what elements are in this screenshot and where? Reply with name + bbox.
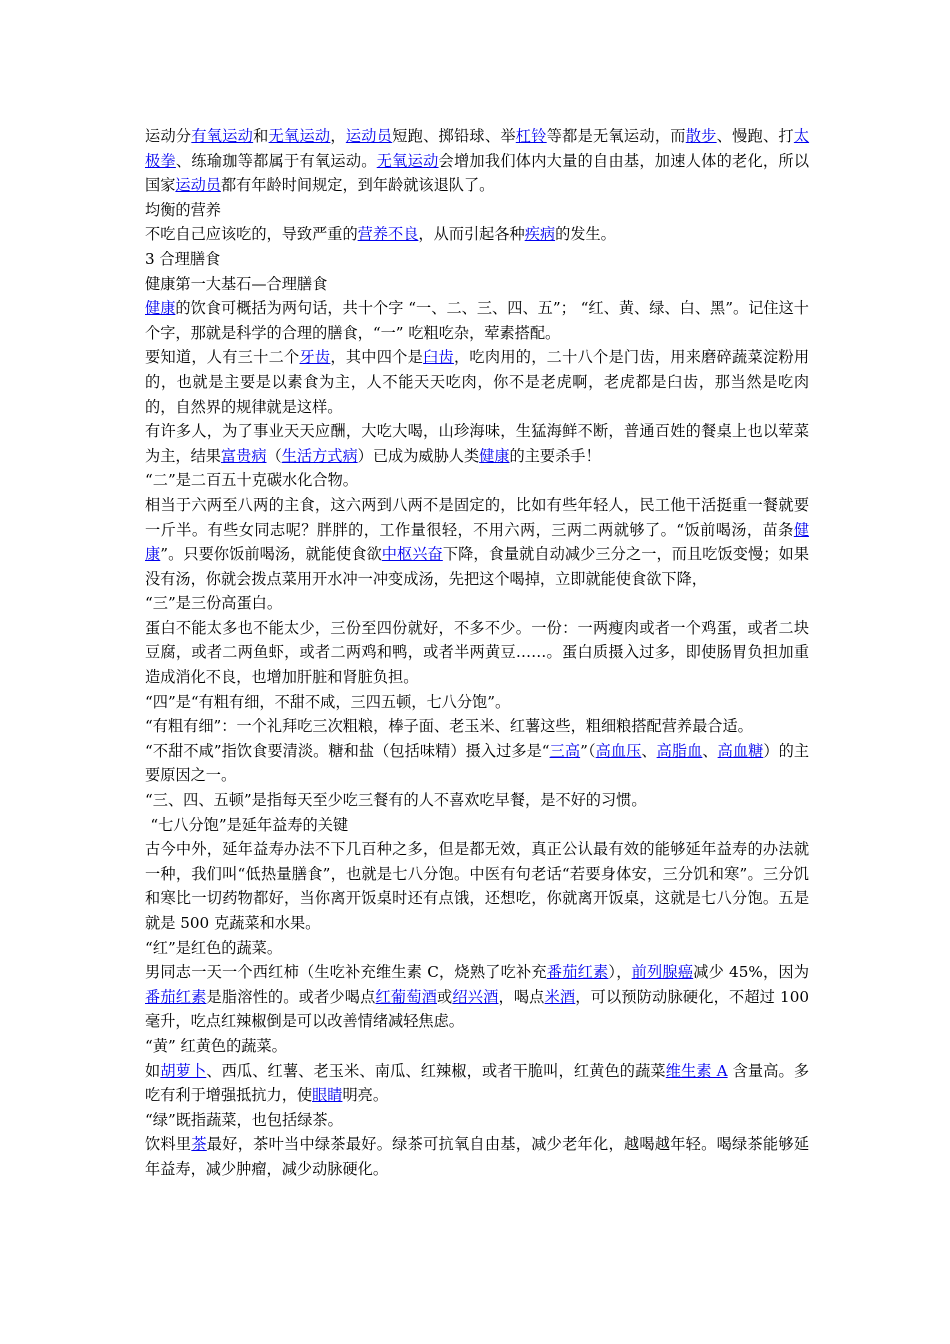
text-run: ”（ (580, 741, 596, 760)
hyperlink[interactable]: 高血压 (595, 741, 642, 760)
text-run: 如 (145, 1061, 161, 1080)
hyperlink[interactable]: 无氧运动 (268, 127, 331, 145)
paragraph (145, 960, 809, 1034)
text-run: “三”是三份高蛋白。 (145, 594, 283, 613)
text-run: （ (266, 446, 282, 465)
paragraph (145, 813, 809, 838)
text-run: 、 (641, 741, 657, 760)
text-run: 、 (702, 741, 718, 760)
text-run: 等都是无氧运动，而 (546, 127, 686, 145)
text-run: 下降，食量就自动减少三分之一，而且吃饭变慢；如果没有汤，你就会拨点菜用开水冲一冲变成汤，先把这个喝掉，立即就能使食欲下降， (145, 545, 810, 588)
hyperlink[interactable]: 健康 (479, 446, 510, 465)
paragraph (145, 837, 809, 935)
text-run: 、练瑜珈等都属于有氧运动。 (175, 151, 377, 170)
text-run: ）， (608, 963, 632, 982)
paragraph (145, 1132, 809, 1181)
paragraph (145, 493, 809, 591)
paragraph (145, 936, 809, 961)
text-run: ”。只要你饭前喝汤，就能使食欲 (160, 545, 382, 564)
text-run: 的发生。 (555, 225, 616, 244)
paragraph (145, 468, 809, 493)
text-run: 有许多人，为了事业天天应酬，大吃大喝，山珍海味，生猛海鲜不断，普通百姓的餐桌上也以荤菜为主，结果 (145, 422, 809, 465)
text-run: 是脂溶性的。或者少喝点 (206, 987, 376, 1006)
paragraph (145, 345, 809, 419)
paragraph (145, 788, 809, 813)
text-run: 蛋白不能太多也不能太少，三份至四份就好，不多不少。一份：一两瘦肉或者一个鸡蛋，或者二块豆腐，或者二两鱼虾，或者二两鸡和鸭，或者半两黄豆……。蛋白质摄入过多，即使肠胃负担加重造成消化不良，也增加肝脏和肾脏负担。 (145, 618, 809, 687)
text-run: 要知道，人有三十二个 (145, 348, 300, 367)
paragraph (145, 591, 809, 616)
text-run: 短跑、掷铅球、举 (392, 127, 516, 145)
text-run: 和 (253, 127, 269, 145)
hyperlink[interactable]: 眼睛 (312, 1086, 343, 1105)
text-run: ，吃肉用的，二十八个是门齿，用来磨碎蔬菜淀粉用的，也就是主要是以素食为主，人不能天天吃肉，你不是老虎啊，老虎都是臼齿，那当然是吃肉的，自然界的规律就是这样。 (145, 348, 810, 416)
paragraph (145, 714, 809, 739)
text-run: 3 合理膳食 (145, 249, 221, 268)
hyperlink[interactable]: 红葡萄酒 (375, 987, 437, 1006)
hyperlink[interactable]: 牙齿 (299, 348, 331, 367)
hyperlink[interactable]: 健康 (145, 520, 809, 564)
hyperlink[interactable]: 运动员 (345, 127, 393, 145)
hyperlink[interactable]: 富贵病 (220, 446, 267, 465)
text-run: “红”是红色的蔬菜。 (145, 938, 283, 957)
text-run: “不甜不咸”指饮食要清淡。糖和盐（包括味精）摄入过多是“ (145, 741, 550, 760)
text-run: ）已成为威胁人类 (357, 446, 480, 465)
text-run: 相当于六两至八两的主食，这六两到八两不是固定的，比如有些年轻人，民工他干活挺重一餐就要一斤半。有些女同志呢？胖胖的，工作量很轻，不用六两，三两二两就够了。“饭前喝汤，苗条 (145, 495, 809, 539)
hyperlink[interactable]: 番茄红素 (145, 987, 207, 1006)
hyperlink[interactable]: 绍兴酒 (452, 987, 499, 1006)
text-run: 不吃自己应该吃的，导致严重的 (145, 225, 358, 244)
text-run: 健康第一大基石—合理膳食 (145, 274, 328, 293)
hyperlink[interactable]: 杠铃 (515, 127, 547, 145)
text-run: 均衡的营养 (145, 200, 221, 219)
hyperlink[interactable]: 营养不良 (357, 225, 419, 244)
paragraph (145, 739, 809, 788)
hyperlink[interactable]: 茶 (191, 1135, 207, 1154)
hyperlink[interactable]: 臼齿 (423, 348, 454, 367)
hyperlink[interactable]: 三高 (549, 741, 581, 760)
text-run: “黄” 红黄色的蔬菜。 (145, 1036, 287, 1055)
text-run: 运动分 (145, 127, 192, 145)
hyperlink[interactable]: 散步 (685, 127, 717, 145)
text-run: 会增加我们体内大量的自由基，加速人体的老化，所以国家 (145, 151, 810, 195)
text-run: “二”是二百五十克碳水化合物。 (145, 471, 358, 490)
paragraph (145, 198, 809, 223)
hyperlink[interactable]: 无氧运动 (376, 151, 439, 170)
paragraph (145, 222, 809, 247)
text-run: 的饮食可概括为两句话，共十个字 “一、二、三、四、五”； “红、黄、绿、白、黑”。记住这十个字，那就是科学的合理的膳食，“一” 吃粗吃杂，荤素搭配。 (145, 299, 809, 342)
text-run: 的主要杀手！ (509, 446, 601, 465)
document-body (145, 124, 809, 1182)
hyperlink[interactable]: 前列腺癌 (631, 963, 694, 982)
text-run: ， (330, 127, 346, 145)
text-run: “七八分饱”是延年益寿的关键 (150, 815, 349, 834)
paragraph (145, 272, 809, 297)
text-run: 饮料里 (145, 1135, 192, 1154)
paragraph (145, 124, 809, 198)
paragraph (145, 296, 809, 345)
paragraph (145, 690, 809, 715)
hyperlink[interactable]: 疾病 (524, 225, 556, 244)
paragraph (145, 247, 809, 272)
paragraph (145, 1108, 809, 1133)
text-run: 最好，茶叶当中绿茶最好。绿茶可抗氧自由基，减少老年化，越喝越年轻。喝绿茶能够延年益寿，减少肿瘤，减少动脉硬化。 (145, 1135, 810, 1178)
text-run: 明亮。 (342, 1086, 388, 1105)
paragraph (145, 419, 809, 468)
hyperlink[interactable]: 胡萝卜 (160, 1061, 207, 1080)
paragraph (145, 1059, 809, 1108)
text-run: ，从而引起各种 (418, 225, 525, 244)
text-run: 古今中外，延年益寿办法不下几百种之多，但是都无效，真正公认最有效的能够延年益寿的办法就一种，我们叫“低热量膳食”，也就是七八分饱。中医有句老话“若要身体安，三分饥和寒”。三分饥和寒比一切药物都好，当你离开饭桌时还有点饿，还想吃，你就离开饭桌，这就是七八分饱。五是就是 500 克蔬菜和水果。 (145, 840, 809, 932)
hyperlink[interactable]: 中枢兴奋 (381, 545, 443, 564)
hyperlink[interactable]: 健康 (145, 299, 176, 318)
text-run: 、西瓜、红薯、老玉米、南瓜、红辣椒，或者干脆叫，红黄色的蔬菜 (206, 1061, 666, 1080)
paragraph (145, 1034, 809, 1059)
hyperlink[interactable]: 米酒 (544, 987, 576, 1006)
hyperlink[interactable]: 高血糖 (717, 741, 764, 760)
text-run: “绿”既指蔬菜，也包括绿茶。 (145, 1110, 343, 1129)
text-run: 、慢跑、打 (716, 127, 794, 145)
hyperlink[interactable]: 太极拳 (145, 127, 810, 170)
text-run: “四”是“有粗有细，不甜不咸，三四五顿，七八分饱”。 (145, 692, 511, 711)
text-run: “有粗有细”：一个礼拜吃三次粗粮，棒子面、老玉米、红薯这些，粗细粮搭配营养最合适。 (145, 717, 753, 736)
text-run: ，其中四个是 (330, 348, 424, 367)
hyperlink[interactable]: 番茄红素 (546, 963, 609, 982)
hyperlink[interactable]: 运动员 (175, 176, 221, 195)
paragraph (145, 616, 809, 690)
hyperlink[interactable]: 有氧运动 (191, 127, 254, 145)
text-run: 或 (436, 987, 453, 1006)
text-run: 男同志一天一个西红柿（生吃补充维生素 C，烧熟了吃补充 (145, 963, 547, 982)
text-run: “三、四、五顿”是指每天至少吃三餐有的人不喜欢吃早餐，是不好的习惯。 (145, 791, 647, 810)
hyperlink[interactable]: 维生素 A (665, 1061, 728, 1080)
text-run: ）的主要原因之一。 (145, 741, 810, 785)
text-run: 都有年龄时间规定，到年龄就该退队了。 (220, 176, 495, 195)
text-run: ，喝点 (498, 987, 545, 1006)
text-run: 含量高。多吃有利于增强抵抗力，使 (145, 1061, 810, 1105)
hyperlink[interactable]: 高脂血 (656, 741, 703, 760)
text-run: ，可以预防动脉硬化，不超过 100 毫升，吃点红辣椒倒是可以改善情绪减轻焦虑。 (145, 987, 810, 1031)
hyperlink[interactable]: 生活方式病 (281, 446, 358, 465)
text-run: 减少 45%，因为 (693, 963, 810, 982)
